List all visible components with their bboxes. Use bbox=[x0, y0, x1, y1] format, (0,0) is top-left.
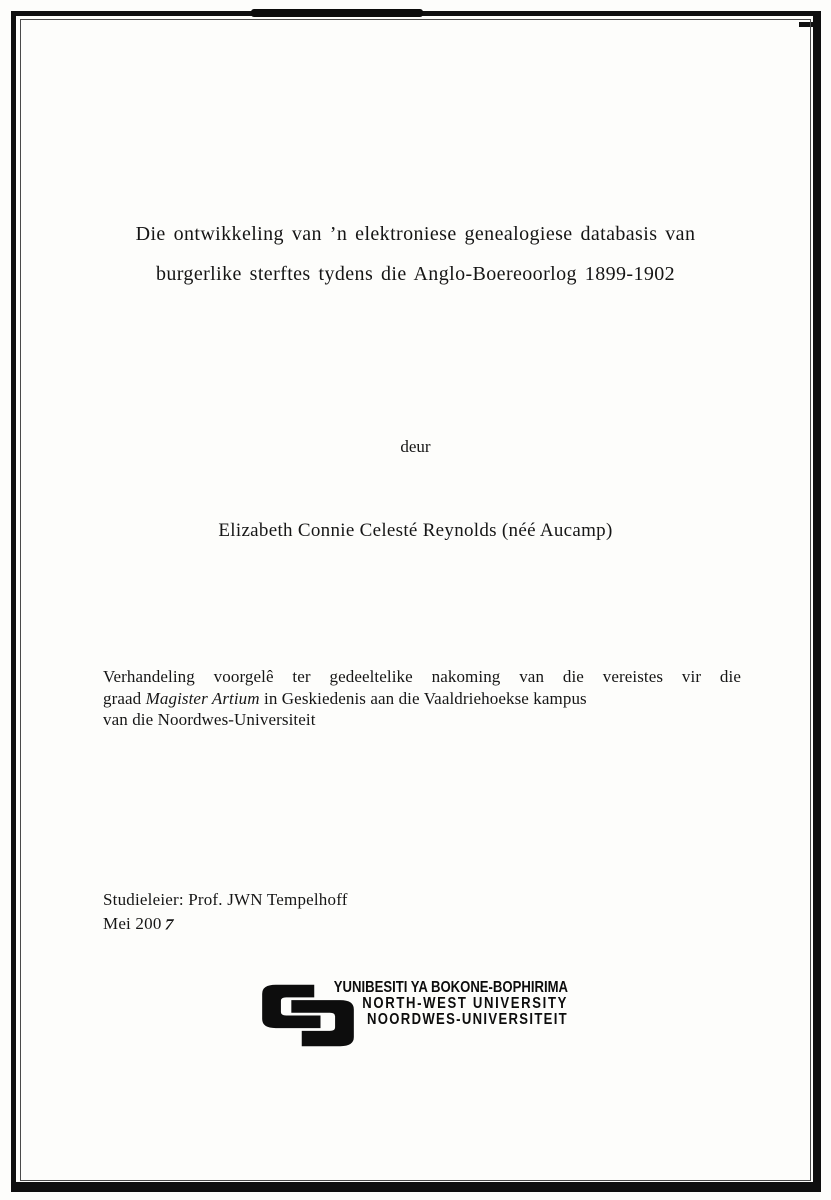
university-logo bbox=[258, 980, 578, 1052]
date-final-digit: 7 bbox=[162, 915, 176, 933]
logo-text-english: NORTH-WEST UNIVERSITY bbox=[362, 995, 568, 1012]
author-name: Elizabeth Connie Celesté Reynolds (néé Aucamp) bbox=[218, 520, 613, 541]
scan-smudge-top-border bbox=[251, 9, 423, 17]
logo-text-afrikaans: NOORDWES-UNIVERSITEIT bbox=[366, 1011, 568, 1028]
degree-statement-line-2 bbox=[103, 688, 741, 710]
thesis-title bbox=[0, 214, 831, 294]
degree-statement-line-3: van die Noordwes-Universiteit bbox=[103, 710, 316, 730]
degree-statement-line-2-post: in Geskiedenis aan die Vaaldriehoekse kampus bbox=[259, 688, 587, 708]
degree-statement-line-2-pre: graad bbox=[103, 688, 146, 708]
degree-name-italic: Magister Artium bbox=[145, 688, 260, 708]
thesis-title-line-2: burgerlike sterftes tydens die Anglo-Boereoorlog 1899-1902 bbox=[155, 263, 676, 285]
date-prefix: Mei 200 bbox=[103, 913, 162, 933]
date-line bbox=[103, 912, 348, 936]
thesis-title-line-1: Die ontwikkeling van ’n elektroniese genealogiese databasis van bbox=[135, 223, 696, 245]
degree-statement bbox=[103, 666, 741, 731]
supervisor-block bbox=[103, 888, 348, 935]
university-logo-text bbox=[322, 980, 568, 1028]
supervisor-line: Studieleier: Prof. JWN Tempelhoff bbox=[103, 890, 348, 909]
logo-text-setswana: YUNIBESITI YA BOKONE-BOPHIRIMA bbox=[333, 979, 568, 996]
byline-label: deur bbox=[400, 437, 431, 456]
degree-statement-line-1: Verhandeling voorgelê ter gedeeltelike nakoming van die vereistes vir die bbox=[103, 667, 741, 686]
